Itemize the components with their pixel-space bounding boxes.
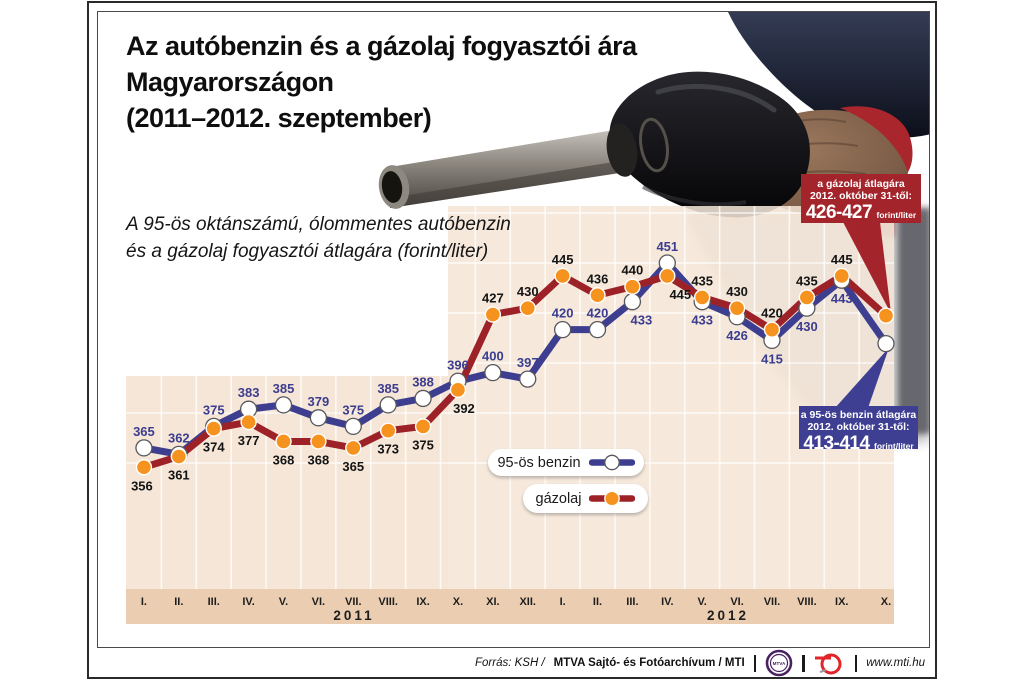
benzin-callout-pointer	[835, 348, 889, 408]
value-label: 377	[237, 433, 260, 449]
benzin-line-swatch	[589, 454, 635, 471]
value-label: 396	[447, 357, 469, 373]
value-label: 451	[656, 239, 679, 254]
value-label: 365	[342, 458, 365, 474]
value-label: 433	[630, 312, 653, 328]
year-label: 2012	[706, 608, 750, 623]
gazolaj-point	[555, 268, 570, 283]
x-tick-label: VII.	[763, 596, 781, 608]
value-label: 375	[342, 402, 365, 418]
value-label: 356	[131, 478, 153, 494]
callout-text: a gázolaj átlagára	[817, 178, 905, 190]
gazolaj-line-swatch	[589, 490, 635, 507]
infographic-frame	[97, 11, 930, 648]
value-label: 375	[412, 437, 434, 453]
gazolaj-october-price: 426-427	[805, 202, 873, 223]
value-label: 388	[412, 374, 434, 390]
value-label: 368	[272, 452, 295, 468]
benzin-point	[624, 294, 640, 310]
x-tick-label: V.	[278, 596, 289, 608]
x-tick-label: XII.	[519, 596, 536, 608]
value-label: 368	[307, 452, 330, 468]
value-label: 379	[307, 393, 330, 409]
gazolaj-point	[764, 322, 779, 337]
benzin-point	[345, 418, 361, 434]
benzin-point	[520, 371, 536, 387]
value-label: 433	[691, 312, 714, 328]
website-link: www.mti.hu	[866, 657, 925, 669]
legend-benzin-label: 95-ös benzin	[497, 454, 581, 471]
x-tick-label: VIII.	[797, 596, 817, 608]
page-title	[126, 28, 637, 136]
gazolaj-point	[136, 460, 151, 475]
gazolaj-point	[730, 301, 745, 316]
value-label: 361	[167, 467, 190, 483]
x-tick-label: VI.	[311, 596, 326, 608]
value-label: 430	[516, 284, 539, 300]
gazolaj-point	[311, 434, 326, 449]
legend-gazolaj	[523, 484, 648, 513]
callout-text: 2012. október 31-től:	[809, 190, 913, 202]
benzin-point	[415, 390, 431, 406]
value-label: 383	[237, 385, 260, 401]
x-tick-label: II.	[592, 596, 603, 608]
x-tick-label: IX.	[835, 596, 849, 608]
value-label: 385	[272, 380, 295, 396]
mtva-logo	[765, 649, 793, 677]
value-label: 443	[830, 291, 853, 307]
value-label: 415	[761, 351, 783, 367]
gazolaj-point	[450, 382, 465, 397]
value-label: 445	[830, 251, 853, 267]
value-label: 435	[691, 273, 714, 289]
value-label: 362	[167, 430, 190, 446]
benzin-point	[136, 440, 152, 456]
value-label: 420	[761, 305, 783, 321]
x-tick-label: VI.	[730, 596, 744, 608]
gazolaj-point	[799, 290, 814, 305]
value-label: 385	[377, 380, 400, 396]
x-tick-label: I.	[559, 596, 566, 608]
gazolaj-point	[834, 268, 849, 283]
x-tick-label: III.	[207, 596, 220, 608]
gazolaj-point	[381, 423, 396, 438]
value-label: 400	[481, 348, 504, 364]
callout-text: 2012. október 31-től:	[807, 421, 910, 433]
value-label: 365	[133, 423, 155, 439]
value-label: 445	[669, 286, 692, 302]
gazolaj-point	[520, 301, 535, 316]
x-tick-label: II.	[174, 596, 184, 608]
subtitle-line: A 95-ös oktánszámú, ólommentes autóbenzin	[126, 214, 511, 235]
callout-text: a 95-ös benzin átlagára	[800, 409, 917, 421]
gazolaj-point	[660, 268, 675, 283]
footer-divider	[802, 655, 805, 672]
footer-divider	[754, 655, 757, 672]
value-label: 397	[516, 355, 539, 371]
gazolaj-point	[485, 307, 500, 322]
gazolaj-point	[276, 434, 291, 449]
value-label: 430	[726, 284, 748, 300]
value-label: 420	[586, 305, 609, 321]
gazolaj-point	[171, 449, 186, 464]
x-tick-label: VII.	[345, 596, 362, 608]
source-prefix: Forrás: KSH /	[475, 657, 545, 669]
gazolaj-point	[695, 290, 710, 305]
gazolaj-point	[879, 308, 894, 323]
x-tick-label: V.	[697, 596, 707, 608]
title-line: Az autóbenzin és a gázolaj fogyasztói ára	[126, 31, 637, 61]
benzin-point	[485, 365, 501, 381]
benzin-point	[555, 322, 571, 338]
subtitle-line: és a gázolaj fogyasztói átlagára (forint/liter)	[126, 241, 489, 262]
x-tick-label: I.	[140, 596, 148, 608]
gazolaj-point	[625, 279, 640, 294]
benzin-point	[380, 397, 396, 413]
x-tick-label: VIII.	[378, 596, 398, 608]
gazolaj-callout	[801, 174, 921, 223]
value-label: 375	[202, 402, 225, 418]
gazolaj-point	[206, 421, 221, 436]
title-line: (2011–2012. szeptember)	[126, 103, 432, 133]
x-tick-label: XI.	[486, 596, 500, 608]
x-tick-label: X.	[880, 596, 892, 608]
benzin-point	[276, 397, 292, 413]
benzin-callout	[799, 406, 918, 454]
legend-gazolaj-label: gázolaj	[535, 490, 582, 507]
price-unit: forint/liter	[876, 210, 917, 220]
x-tick-label: IV.	[242, 596, 255, 608]
title-line: Magyarországon	[126, 67, 334, 97]
footer	[89, 648, 935, 678]
price-unit: forint/liter	[874, 441, 914, 451]
gazolaj-point	[346, 440, 361, 455]
value-label: 440	[621, 262, 644, 278]
legend-benzin	[488, 449, 644, 476]
value-label: 392	[453, 400, 475, 416]
x-tick-label: IV.	[661, 596, 674, 608]
x-tick-label: IX.	[416, 596, 430, 608]
gazolaj-point	[241, 415, 256, 430]
value-label: 373	[377, 441, 400, 457]
mtva-logo-text: MTVA	[772, 661, 786, 666]
benzin-october-price: 413-414	[803, 433, 870, 454]
chart-subtitle	[126, 211, 511, 265]
benzin-point	[590, 322, 606, 338]
infographic-page	[87, 1, 937, 679]
footer-divider	[855, 655, 858, 672]
value-label: 430	[796, 319, 818, 335]
mti-logo	[814, 649, 846, 677]
value-label: 436	[586, 271, 609, 287]
x-tick-label: III.	[626, 596, 639, 608]
gazolaj-point	[590, 288, 605, 303]
value-label: 435	[796, 273, 818, 289]
x-tick-label: X.	[452, 596, 464, 608]
benzin-point	[878, 336, 894, 352]
value-label: 374	[202, 439, 225, 455]
value-label: 427	[481, 290, 504, 306]
value-label: 445	[551, 251, 574, 267]
year-label: 2011	[333, 608, 375, 623]
source-main: MTVA Sajtó- és Fotóarchívum / MTI	[553, 657, 745, 669]
value-label: 426	[726, 327, 748, 343]
gazolaj-point	[416, 419, 431, 434]
benzin-point	[310, 410, 326, 426]
value-label: 420	[551, 305, 574, 321]
